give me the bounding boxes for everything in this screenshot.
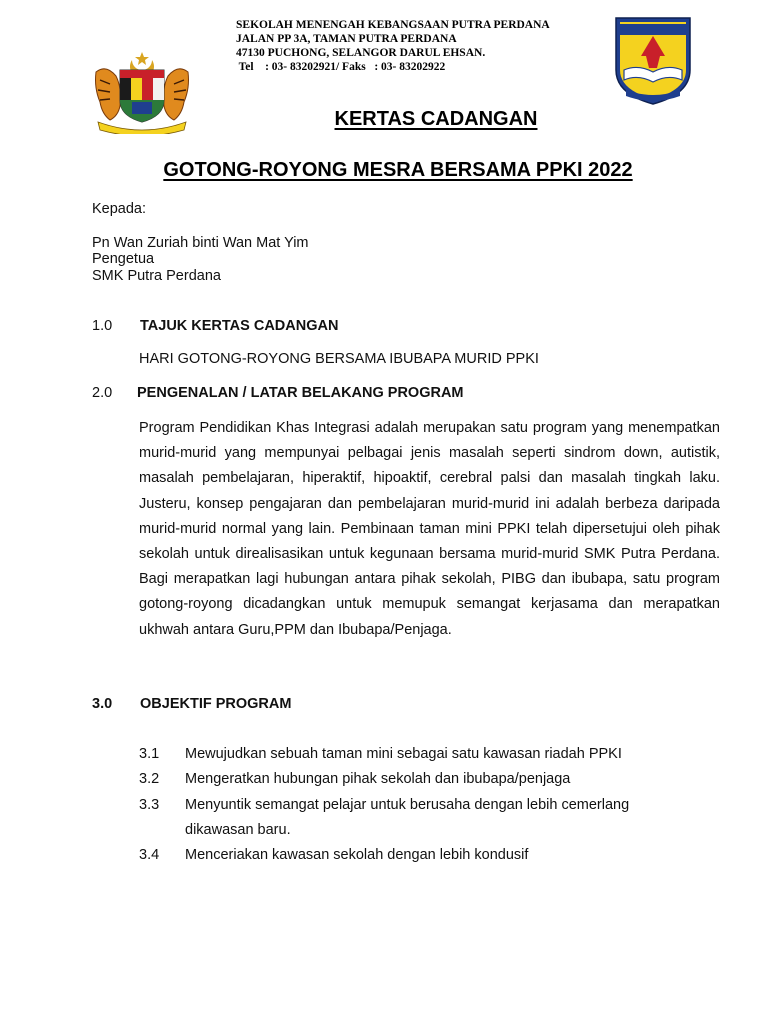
document-subtitle: GOTONG-ROYONG MESRA BERSAMA PPKI 2022 xyxy=(163,159,633,181)
address-street-line: JALAN PP 3A, TAMAN PUTRA PERDANA xyxy=(236,33,457,45)
recipient-school: SMK Putra Perdana xyxy=(92,268,221,284)
document-title: KERTAS CADANGAN xyxy=(334,108,538,130)
address-city-line: 47130 PUCHONG, SELANGOR DARUL EHSAN. xyxy=(236,47,486,59)
section-1-body: HARI GOTONG-ROYONG BERSAMA IBUBAPA MURID PPKI xyxy=(139,351,539,367)
objective-text: Mewujudkan sebuah taman mini sebagai satu kawasan riadah PPKI xyxy=(185,746,622,762)
section-2-number: 2.0 xyxy=(92,385,113,401)
section-1-heading: TAJUK KERTAS CADANGAN xyxy=(140,318,339,334)
section-1-number: 1.0 xyxy=(92,318,113,334)
recipient-position: Pengetua xyxy=(92,251,155,267)
phone-fax-line: Tel : 03- 83202921/ Faks : 03- 83202922 xyxy=(236,61,446,73)
objective-text: Mengeratkan hubungan pihak sekolah dan ibubapa/penjaga xyxy=(185,771,571,787)
objective-text: Menceriakan kawasan sekolah dengan lebih kondusif xyxy=(185,847,529,863)
school-crest-icon xyxy=(610,14,696,106)
objective-text-continuation: dikawasan baru. xyxy=(185,822,291,838)
objective-number: 3.2 xyxy=(139,771,160,787)
recipient-name: Pn Wan Zuriah binti Wan Mat Yim xyxy=(92,235,309,251)
school-name-line: SEKOLAH MENENGAH KEBANGSAAN PUTRA PERDANA xyxy=(236,19,550,31)
section-3-heading: OBJEKTIF PROGRAM xyxy=(140,696,292,712)
objective-number: 3.1 xyxy=(139,746,160,762)
objective-number: 3.4 xyxy=(139,847,160,863)
section-2-body: Program Pendidikan Khas Integrasi adalah merupakan satu program yang menempatkan murid-murid yang mempunyai pelbagai jenis masalah seperti sindrom down, autistik, masalah pembelajaran, hiperaktif, hipoaktif, cerebral palsi dan masalah tingkah laku. Justeru, konsep pengajaran dan pembelajaran murid-murid ini adalah berbeza daripada murid-murid normal yang lain. Pembinaan taman mini PPKI telah dipersetujui oleh pihak sekolah untuk direalisasikan untuk kegunaan bersama murid-murid SMK Putra Perdana. Bagi merapatkan lagi hubungan antara pihak sekolah, PIBG dan ibubapa, satu program gotong-royong dicadangkan untuk memupuk semangat kerjasama dan merapatkan ukhwah antara Guru,PPM dan Ibubapa/Penjaga. xyxy=(139,420,720,638)
objective-text: Menyuntik semangat pelajar untuk berusaha dengan lebih cemerlang xyxy=(185,797,630,813)
section-2-heading: PENGENALAN / LATAR BELAKANG PROGRAM xyxy=(137,385,464,401)
objective-number: 3.3 xyxy=(139,797,160,813)
section-3-number: 3.0 xyxy=(92,696,113,712)
school-address-block xyxy=(236,18,550,74)
recipient-label: Kepada: xyxy=(92,201,147,217)
